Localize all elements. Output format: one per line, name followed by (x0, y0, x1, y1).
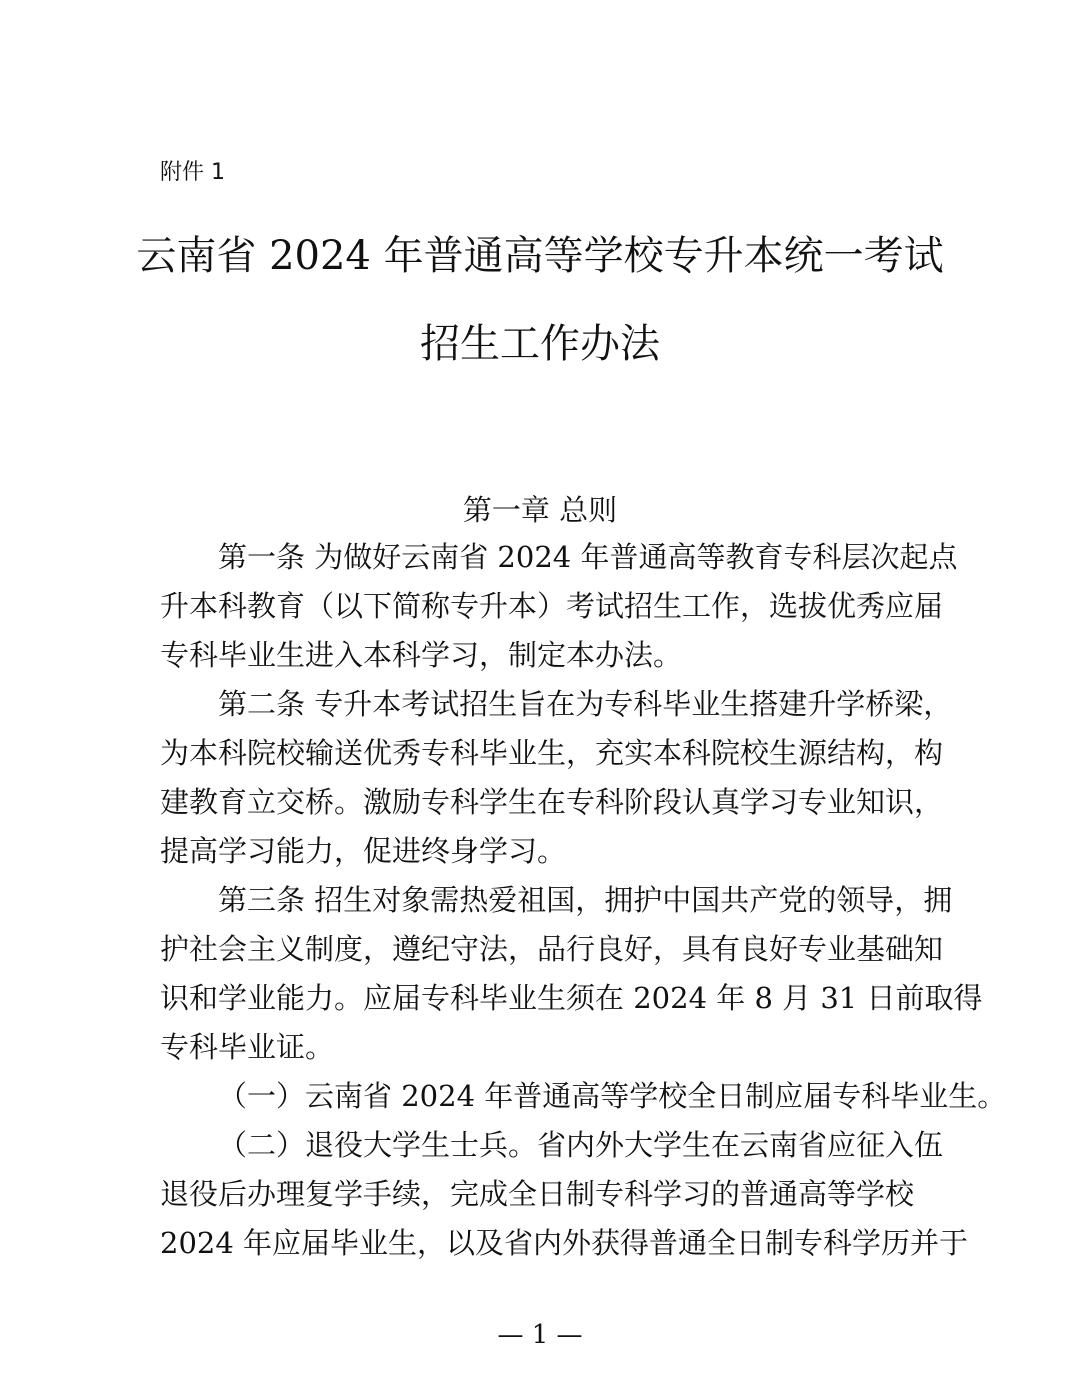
body-line: 建教育立交桥。激励专科学生在专科阶段认真学习专业知识， (160, 785, 944, 819)
body-line: 为本科院校输送优秀专科毕业生，充实本科院校生源结构，构 (160, 736, 944, 770)
body-line: 退役后办理复学手续，完成全日制专科学习的普通高等学校 (160, 1177, 915, 1211)
body-line: （一）云南省 2024 年普通高等学校全日制应届专科毕业生。 (218, 1079, 1007, 1113)
document-title-line-1: 云南省 2024 年普通高等学校专升本统一考试 (136, 233, 944, 279)
body-line: 专科毕业生进入本科学习，制定本办法。 (160, 638, 683, 672)
body-line: （二）退役大学生士兵。省内外大学生在云南省应征入伍 (218, 1128, 944, 1162)
body-line: 第二条 专升本考试招生旨在为专科毕业生搭建升学桥梁， (218, 687, 953, 721)
body-line: 第一条 为做好云南省 2024 年普通高等教育专科层次起点 (218, 540, 958, 574)
document-title-line-2: 招生工作办法 (420, 321, 660, 367)
body-line: 第三条 招生对象需热爱祖国，拥护中国共产党的领导，拥 (218, 883, 953, 917)
page-number: — 1 — (497, 1320, 583, 1350)
body-line: 升本科教育（以下简称专升本）考试招生工作，选拔优秀应届 (160, 589, 944, 623)
body-line: 护社会主义制度，遵纪守法，品行良好，具有良好专业基础知 (160, 932, 944, 966)
body-line: 专科毕业证。 (160, 1030, 335, 1064)
attachment-label: 附件 1 (160, 160, 225, 185)
chapter-heading: 第一章 总则 (462, 493, 618, 527)
body-line: 2024 年应届毕业生，以及省内外获得普通全日制专科学历并于 (160, 1226, 969, 1260)
body-line: 识和学业能力。应届专科毕业生须在 2024 年 8 月 31 日前取得 (160, 981, 983, 1015)
body-line: 提高学习能力，促进终身学习。 (160, 834, 567, 868)
